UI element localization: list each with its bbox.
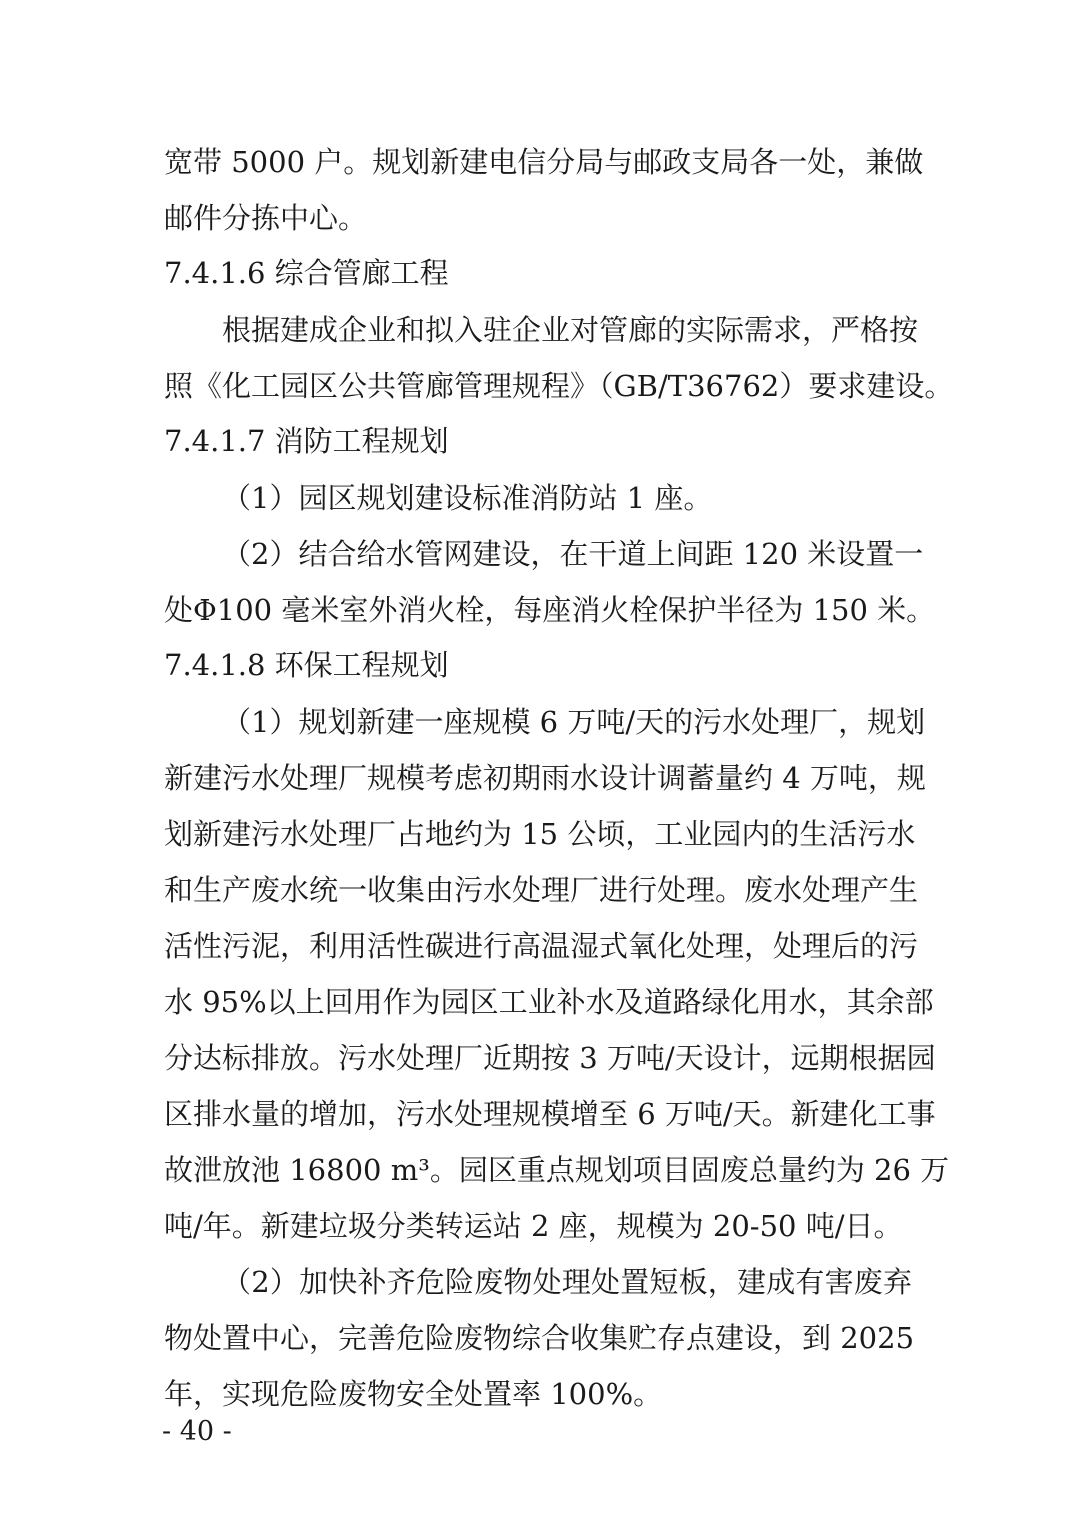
section-heading-7-4-1-8: 7.4.1.8 环保工程规划 bbox=[164, 648, 449, 682]
body-text-line: 宽带 5000 户。规划新建电信分局与邮政支局各一处，兼做 bbox=[164, 145, 924, 179]
list-item: （2）结合给水管网建设，在干道上间距 120 米设置一 bbox=[222, 537, 924, 571]
body-text-line: 区排水量的增加，污水处理规模增至 6 万吨/天。新建化工事 bbox=[164, 1097, 936, 1131]
body-text-line: 划新建污水处理厂占地约为 15 公顷，工业园内的生活污水 bbox=[164, 817, 916, 851]
section-heading-7-4-1-7: 7.4.1.7 消防工程规划 bbox=[164, 424, 449, 458]
body-text-line: 邮件分拣中心。 bbox=[164, 201, 368, 235]
body-text-line: 水 95%以上回用作为园区工业补水及道路绿化用水，其余部 bbox=[164, 985, 934, 1019]
body-text-line: 处Φ100 毫米室外消火栓，每座消火栓保护半径为 150 米。 bbox=[164, 593, 936, 627]
body-text-line: 故泄放池 16800 m³。园区重点规划项目固废总量约为 26 万 bbox=[164, 1153, 950, 1187]
section-heading-7-4-1-6: 7.4.1.6 综合管廊工程 bbox=[164, 256, 449, 290]
body-text-line: 物处置中心，完善危险废物综合收集贮存点建设，到 2025 bbox=[164, 1321, 915, 1355]
page-number: - 40 - bbox=[162, 1416, 232, 1447]
body-text-line: 根据建成企业和拟入驻企业对管廊的实际需求，严格按 bbox=[222, 313, 919, 347]
body-text-line: 活性污泥，利用活性碳进行高温湿式氧化处理，处理后的污 bbox=[164, 929, 919, 963]
body-text-line: 分达标排放。污水处理厂近期按 3 万吨/天设计，远期根据园 bbox=[164, 1041, 936, 1075]
body-text-line: 照《化工园区公共管廊管理规程》（GB/T36762）要求建设。 bbox=[164, 369, 954, 403]
body-text-line: 新建污水处理厂规模考虑初期雨水设计调蓄量约 4 万吨，规 bbox=[164, 761, 926, 795]
body-text-line: 年，实现危险废物安全处置率 100%。 bbox=[164, 1377, 663, 1411]
list-item: （1）园区规划建设标准消防站 1 座。 bbox=[222, 481, 713, 515]
list-item: （2）加快补齐危险废物处理处置短板，建成有害废弃 bbox=[222, 1265, 912, 1299]
body-text-line: 吨/年。新建垃圾分类转运站 2 座，规模为 20-50 吨/日。 bbox=[164, 1209, 903, 1243]
list-item: （1）规划新建一座规模 6 万吨/天的污水处理厂，规划 bbox=[222, 705, 926, 739]
body-text-line: 和生产废水统一收集由污水处理厂进行处理。废水处理产生 bbox=[164, 873, 919, 907]
